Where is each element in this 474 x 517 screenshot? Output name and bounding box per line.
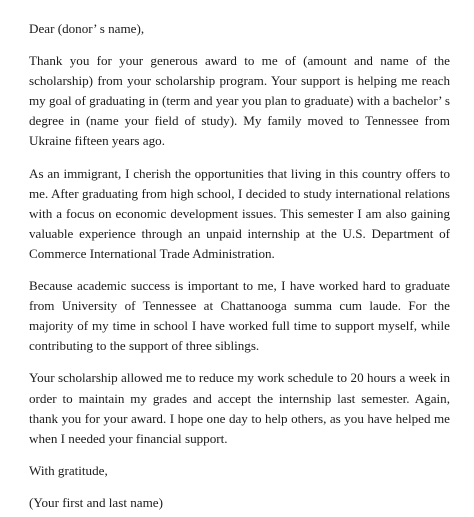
signature: (Your first and last name) — [29, 494, 163, 510]
paragraph-1: Thank you for your generous award to me of (amount and name of the scholarship) from your scholarship program. Your support is helping me reach my goal of graduating in (term and year you plan to graduate) with a bachelor’ s degree in (name your field of study). My family moved to Tennessee from Ukraine fifteen years ago. — [29, 53, 450, 149]
closing: With gratitude, — [29, 462, 108, 478]
paragraph-4: Your scholarship allowed me to reduce my work schedule to 20 hours a week in order to maintain my grades and accept the internship last semester. Again, thank you for your award. I hope one day to help others, as you have helped me when I needed your financial support. — [29, 370, 450, 446]
paragraph-3: Because academic success is important to me, I have worked hard to graduate from University of Tennessee at Chattanooga summa cum laude. For the majority of my time in school I have worked full time to support myself, while contributing to the support of three siblings. — [29, 278, 450, 354]
salutation: Dear (donor’ s name), — [29, 21, 145, 36]
paragraph-2: As an immigrant, I cherish the opportunities that living in this country offers to me. After graduating from high school, I decided to study international relations with a focus on economic development issues. This semester I am also gaining valuable experience through an unpaid internship at the U.S. Department of Commerce International Trade Administration. — [29, 165, 450, 261]
letter-body — [29, 19, 450, 513]
